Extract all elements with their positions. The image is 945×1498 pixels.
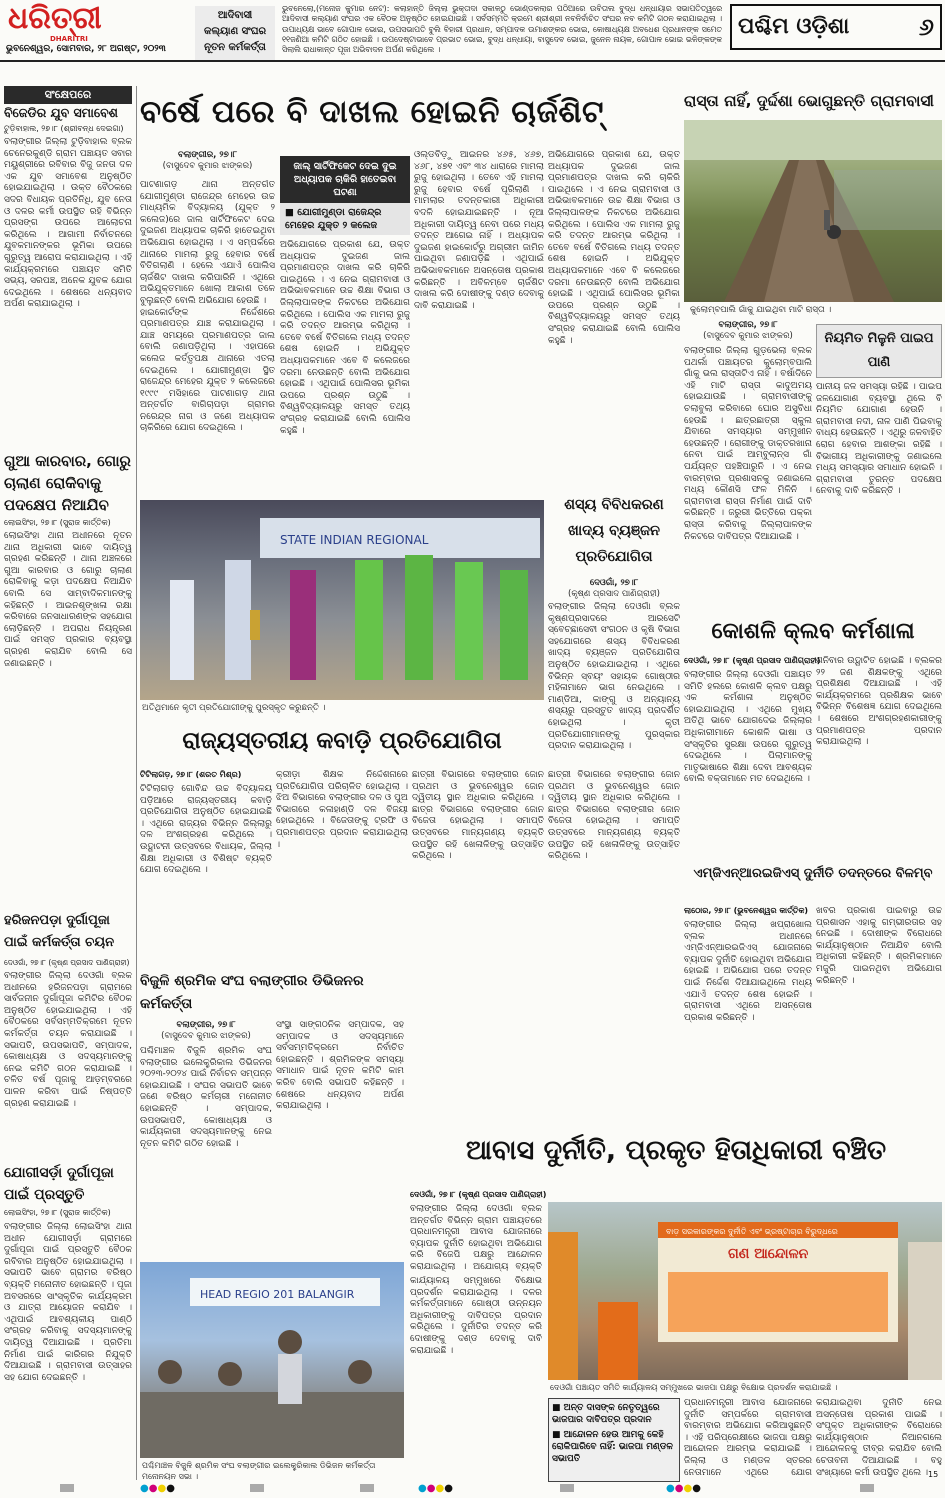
- mgnrega-text-2: ଖବର ପ୍ରକାଶ ପାଇବାରୁ ଉଚ୍ଚ ପ୍ରଶାସନ ଏହାକୁ ଗମ୍ଭୀରତାର ସହ ନେଇଛି । ଦୋଷୀଙ୍କ ବିରୋଧରେ କାର୍ଯ୍ୟାନୁଷ୍ଠାନ ନିଆଯିବ ବୋଲି ଅଧିକାରୀ କହିଛନ୍ତି । ଶ୍ରମିକମାନେ ମଜୁରି ପାଇନଥିବା ଅଭିଯୋଗ କରିଛନ୍ତି ।: [816, 906, 942, 986]
- koshal-text-2: ଶନିବାର ଉଦ୍ଘାଟିତ ହୋଇଛି । ବ୍ଲକର ୨୨ ଜଣ ଶିକ୍ଷକଙ୍କୁ ଏଥିରେ ପ୍ରଶିକ୍ଷଣ ଦିଆଯାଇଛି । ଏହି କାର୍ଯ୍ୟକ୍ରମରେ ପ୍ରଶିକ୍ଷକ ଭାବେ ବିଭିନ୍ନ ବିଶେଷଜ୍ଞ ଯୋଗ ଦେଇଥିଲେ । ଶେଷରେ ଅଂଶଗ୍ରହଣକାରୀଙ୍କୁ ପ୍ରମାଣପତ୍ର ପ୍ରଦାନ କରାଯାଇଥିଲା ।: [816, 656, 942, 748]
- road-byline-reporter: (ବାସୁଦେବ କୁମାର ଝାଙ୍କର): [703, 331, 793, 341]
- water-headline: ନିୟମିତ ମିଳୁନି ପାଇପ ପାଣି: [824, 331, 934, 370]
- road-byline: [684, 320, 812, 342]
- footer-page-number: 15: [928, 1470, 939, 1479]
- color-registration-dots: ●●●●: [418, 1483, 453, 1494]
- lead-box-subtitle: [280, 203, 410, 235]
- side-title-line-2: କଲ୍ୟାଣ ସଂଘର: [203, 26, 267, 37]
- bijuli-banner-text: HEAD REGIO 201 BALANGIR: [200, 1288, 355, 1301]
- awas-photo: [548, 1202, 942, 1380]
- awas-text-1: ବଲାଙ୍ଗୀର ଜିଲ୍ଲା ଦେଓଗାଁ ବ୍ଲକ ଅନ୍ତର୍ଗତ ବିଭିନ୍ନ ଗ୍ରାମ ପଞ୍ଚାୟତରେ ପ୍ରଧାନମନ୍ତ୍ରୀ ଆବାସ ଯୋଜନାରେ ବ୍ୟାପକ ଦୁର୍ନୀତି ହୋଇଥିବା ଅଭିଯୋଗ କରି ବିଜେପି ପକ୍ଷରୁ ଆନ୍ଦୋଳନ କରାଯାଇଥିଲା । ଅଯୋଗ୍ୟ ବ୍ୟକ୍ତି: [410, 1204, 542, 1272]
- side-title-line-1: ଆଦିବାସୀ: [217, 10, 253, 21]
- kabaddi-text-2: କ୍ରୀଡ଼ା ଶିକ୍ଷକ ନିର୍ଦ୍ଦେଶନାରେ ପ୍ରତିଯୋଗିତା ପରିଚାଳିତ ହୋଇଥିଲା । ଝିଅ ବିଭାଗରେ ବଲାଙ୍ଗୀର ଦଳ ଓ ପୁଅ ବିଭାଗରେ କଳାହାଣ୍ଡି ଦଳ ବିଜୟୀ ହୋଇଥିଲେ । ବିଜେତାଙ୍କୁ ଟ୍ରଫି ଓ ପ୍ରମାଣପତ୍ର ପ୍ରଦାନ କରାଯାଇଥିଲା ।: [276, 770, 408, 850]
- food-headline: ଶସ୍ୟ ବିବିଧକରଣ ଖାଦ୍ୟ ବ୍ୟଞ୍ଜନ ପ୍ରତିଯୋଗିତା: [564, 497, 664, 565]
- brief-1-byline: ଟୁଡ଼ିବାହାଲ, ୨୭।୮ (ଶ୍ରୀବନ୍ଧ ଦେଇଗା): [4, 124, 124, 133]
- registration-mark-grey: [60, 1484, 74, 1492]
- lead-col-1: ପାଟଣାଗଡ଼ ଥାନା ଅନ୍ତର୍ଗତ ଯୋଗୀମୁଣ୍ଡା ରାଜେନ୍ଦ୍ର ମେହେର ଉଚ୍ଚ ମାଧ୍ୟମିକ ବିଦ୍ୟାଳୟ (ଯୁକ୍ତ ୨ କଲେଜ)ରେ ଜାଲ ସାର୍ଟିଫିକେଟ ଦେଇ ଦୁଇଜଣ ଅଧ୍ୟାପକ ଚାକିରି ହାତେଇଥିବା ଅଭିଯୋଗ ହୋଇଥିଲା । ଏ ସମ୍ପର୍କରେ ଥାନାରେ ମାମଲା ରୁଜୁ ହେବାର ବର୍ଷେ ବିତିଗଲାଣି । ହେଲେ ଏଯାଏଁ ପୋଲିସ ଚାର୍ଜଶିଟ ଦାଖଲ କରିପାରିନି । ଏଥିରେ ଅଭିଯୁକ୍ତମାନେ ଖୋଲା ଆକାଶ ତଳେ ବୁଲୁଛନ୍ତି ବୋଲି ଅଭିଯୋଗ ହେଉଛି । ହାଇକୋର୍ଟଙ୍କ ନିର୍ଦ୍ଦେଶରେ ପ୍ରମାଣପତ୍ର ଯାଞ୍ଚ କରାଯାଇଥିଲା । ଯାଞ୍ଚ ସମୟରେ ପ୍ରମାଣପତ୍ର ଜାଲ ବୋଲି ଜଣାପଡ଼ିଥିଲା । ଏହାପରେ କଲେଜ କର୍ତ୍ତୃପକ୍ଷ ଥାନାରେ ଏତଲା ଦେଇଥିଲେ । ଯୋଗୀମୁଣ୍ଡା ସ୍ଥିତ ରାଜେନ୍ଦ୍ର ମେହେର ଯୁକ୍ତ ୨ କଲେଜରେ ୧୯୯୯ ମସିହାରେ ପାଟଣାଗଡ଼ ଥାନା ଅନ୍ତର୍ଗତ ବାଗିଚାପଡ଼ା ଗ୍ରାମର ନରେନ୍ଦ୍ର ନାଗ ଓ ଜଣେ ଅଧ୍ୟାପକ ଚାକିରିରେ ଯୋଗ ଦେଇଥିଲେ ।: [140, 180, 275, 434]
- side-title: [195, 6, 275, 60]
- lead-box: [280, 156, 410, 236]
- brief-1-text: ବଲାଙ୍ଗୀର ଜିଲ୍ଲା ଟୁଡ଼ିବାହାଲ ବ୍ଲକ ଚେନେରକୁଣ୍ଡି ଗ୍ରାମ ପଞ୍ଚାୟତ ସବାର ମୟୁଶ୍ରୀରେ ରବିବାର ବିଜୁ ଜନତା ଦଳ ଏକ ଯୁବ ସମାବେଶ ଅନୁଷ୍ଠିତ ହୋଇଯାଇଥିଲା । ଉକ୍ତ ବୈଠକରେ ସଦର ବିଧାୟକ ପ୍ରତିନିଧି, ଯୁବ ନେତା ଓ ଦଳର କର୍ମୀ ଉପସ୍ଥିତ ରହି ବିଭିନ୍ନ ପ୍ରସଙ୍ଗ ଉପରେ ଆଲୋଚନା କରିଥିଲେ । ଆଗାମୀ ନିର୍ବାଚନରେ ଯୁବକମାନଙ୍କର ଭୂମିକା ଉପରେ ଗୁରୁତ୍ୱ ଆରୋପ କରାଯାଇଥିଲା । ଏହି କାର୍ଯ୍ୟକ୍ରମରେ ପଞ୍ଚାୟତ ସମିତି ସଭ୍ୟ, ସରପଞ୍ଚ, ଅନେକ ଯୁବକ ଯୋଗ ଦେଇଥିଲେ । ଶେଷରେ ଧନ୍ୟବାଦ ଅର୍ପଣ କରାଯାଇଥିଲା ।: [4, 137, 132, 310]
- awas-pullquote: [548, 1398, 680, 1482]
- masthead: [0, 0, 945, 88]
- kabaddi-byline: ଟିଟିଲାଗଡ଼, ୨୭।୮ (ଶରତ ମିଶ୍ର): [140, 770, 242, 779]
- kabaddi-text-1: ଟିଟିଲାଗଡ଼ ଗୋବିନ୍ଦ ଉଚ୍ଚ ବିଦ୍ୟାଳୟ ପଡ଼ିଆରେ ରାଜ୍ୟସ୍ତରୀୟ କବାଡ଼ି ପ୍ରତିଯୋଗିତା ଅନୁଷ୍ଠିତ ହୋଇଯାଇଛି । ଏଥିରେ ରାଜ୍ୟର ବିଭିନ୍ନ ଜିଲ୍ଲାରୁ ଦଳ ଅଂଶଗ୍ରହଣ କରିଥିଲେ । ଉଦ୍ଘାଟନୀ ଉତ୍ସବରେ ବିଧାୟକ, ଜିଲ୍ଲା ଶିକ୍ଷା ଅଧିକାରୀ ଓ ବିଶିଷ୍ଟ ବ୍ୟକ୍ତି ଯୋଗ ଦେଇଥିଲେ ।: [140, 784, 272, 876]
- bijuli-headline: ବିଜୁଳି ଶ୍ରମିକ ସଂଘ ବଲାଙ୍ଗୀର ଡିଭିଜନର କର୍ମକର୍ତ୍ତା: [140, 973, 364, 1012]
- square-bullet-icon: ■: [552, 1403, 561, 1413]
- mgnrega-text-1: ବଲାଙ୍ଗୀର ଜିଲ୍ଲା ଖପ୍ରାଖୋଲ ବ୍ଲକ ଅଧୀନରେ ଏମ୍‌ଜିଏନ୍‌ଆରଇଜିଏସ୍ ଯୋଜନାରେ ବ୍ୟାପକ ଦୁର୍ନୀତି ହୋଇଥିବା ଅଭିଯୋଗ ହୋଇଛି । ଅଭିଯୋଗ ପରେ ତଦନ୍ତ ପାଇଁ ନିର୍ଦ୍ଦେଶ ଦିଆଯାଇଥିଲେ ମଧ୍ୟ ଏଯାଏଁ ତଦନ୍ତ ଶେଷ ହୋଇନି । ଗ୍ରାମବାସୀ ଏଥିରେ ଅସନ୍ତୋଷ ପ୍ରକାଶ କରିଛନ୍ତି ।: [684, 920, 812, 1023]
- awas-byline: ଦେଓଗାଁ, ୨୭।୮ (କୃଷ୍ଣ ପ୍ରସାଦ ପାଣିଗ୍ରାହୀ): [410, 1190, 547, 1199]
- brief-2-byline: ଲୋଇସିଂହା, ୨୭।୮ (ସୁରାଜ କାର୍ତ୍ତିକ): [4, 518, 111, 527]
- lead-headline: ବର୍ଷେ ପରେ ବି ଦାଖଲ ହୋଇନି ଚାର୍ଜଶିଟ୍‌: [140, 94, 604, 130]
- lead-byline: [140, 150, 275, 172]
- road-photo: [684, 120, 942, 302]
- color-registration-dots: ●●●●: [666, 1483, 701, 1494]
- bijuli-photo: [140, 1262, 404, 1458]
- road-byline-place: ବଲାଙ୍ଗୀର, ୨୭।୮: [718, 320, 778, 330]
- page-number: ୬: [918, 13, 934, 41]
- awas-point-1: [552, 1402, 676, 1426]
- awas-point-2-text: ଆନ୍ଦୋଳନ ହେଉ ଆମକୁ କେହି ରୋକିପାରିବେ ନାହିଁ: ଭାଜପା ମଣ୍ଡଳ ସଭାପତି: [552, 1430, 673, 1464]
- sankhepare-label: ସଂକ୍ଷେପରେ: [4, 86, 132, 104]
- mgnrega-headline: ଏମ୍‌ଜିଏନ୍‌ଆରଇଜିଏସ୍ ଦୁର୍ନୀତି ତଦନ୍ତରେ ବିଳମ୍ବ: [693, 866, 933, 881]
- bijuli-byline: [140, 1020, 272, 1042]
- section-title: ପଶ୍ଚିମ ଓଡ଼ିଶା: [738, 14, 850, 39]
- lead-box-subtitle-text: ଯୋଗୀମୁଣ୍ଡା ରାଜେନ୍ଦ୍ର ମେହେର ଯୁକ୍ତ ୨ କଲେଜ: [285, 207, 382, 231]
- brief-1-headline: ବିଜେଡିର ଯୁବ ସମାବେଶ: [4, 105, 118, 120]
- awas-point-2: [552, 1429, 676, 1465]
- koshal-text-1: ବଲାଙ୍ଗୀର ଜିଲ୍ଲା ଦେଓଗାଁ ପଞ୍ଚାୟତ ସମିତି ହଲରେ କୋଶଳି କ୍ଲବ ପକ୍ଷରୁ ଏକ କର୍ମଶାଳା ଅନୁଷ୍ଠିତ ହୋଇଯାଇଥିଲା । ଏଥିରେ ମୁଖ୍ୟ ଅତିଥି ଭାବେ ଯୋଗଦେଇ ଜିଲ୍ଲାର ଅଧିକାରୀମାନେ କୋଶଳି ଭାଷା ଓ ସଂସ୍କୃତିର ସୁରକ୍ଷା ଉପରେ ଗୁରୁତ୍ୱ ଦେଇଥିଲେ । ପିଲାମାନଙ୍କୁ ମାତୃଭାଷାରେ ଶିକ୍ଷା ଦେବା ଆବଶ୍ୟକ ବୋଲି ବକ୍ତାମାନେ ମତ ଦେଇଥିଲେ ।: [684, 670, 812, 785]
- road-text: ବଲାଙ୍ଗୀର ଜିଲ୍ଲା ଗୁଡ଼ଭେଲା ବ୍ଲକ ପଥର୍ଲା ପଞ୍ଚାୟତର କୁଲୋମ୍ବପାଲି ଗାଁକୁ ଭଲ ରାସ୍ତାଟିଏ ନାହିଁ । ବର୍ଷାଦିନେ ଏହି ମାଟି ରାସ୍ତା କାଦୁଅମୟ ହୋଇଯାଉଛି । ଗ୍ରାମବାସୀଙ୍କୁ ଚଲାବୁଲା କରିବାରେ ଘୋର ଅସୁବିଧା ହେଉଛି । ଛାତ୍ରଛାତ୍ରୀ ସ୍କୁଲ ଯିବାରେ ସମସ୍ୟାର ସମ୍ମୁଖୀନ ହେଉଛନ୍ତି । ରୋଗୀଙ୍କୁ ଡାକ୍ତରଖାନା ନେବା ପାଇଁ ଆମ୍ବୁଲାନ୍ସ ଗାଁ ପର୍ଯ୍ୟନ୍ତ ପହଞ୍ଚିପାରୁନି । ଏ ନେଇ ବାରମ୍ବାର ପ୍ରଶାସନକୁ ଜଣାଇଲେ ମଧ୍ୟ କୌଣସି ଫଳ ମିଳିନି । ଗ୍ରାମବାସୀ ରାସ୍ତା ନିର୍ମାଣ ପାଇଁ ଦାବି କରିଛନ୍ତି । ଜରୁରୀ ଭିତ୍ତିରେ ପକ୍କା ରାସ୍ତା କରିବାକୁ ଜିଲ୍ଲାପାଳଙ୍କ ନିକଟରେ ଦାବିପତ୍ର ଦିଆଯାଇଛି ।: [684, 346, 812, 542]
- food-byline: [548, 578, 680, 600]
- lead-col-2: ଅଭିଯୋଗରେ ପ୍ରକାଶ ଯେ, ଉକ୍ତ ଅଧ୍ୟାପକ ଦୁଇଜଣ ଜାଲ ପ୍ରମାଣପତ୍ର ଦାଖଲ କରି ଚାକିରି ପାଇଥିଲେ । ଏ ନେଇ ଗ୍ରାମବାସୀ ଓ ଅଭିଭାବକମାନେ ଉଚ୍ଚ ଶିକ୍ଷା ବିଭାଗ ଓ ଜିଲ୍ଲାପାଳଙ୍କ ନିକଟରେ ଅଭିଯୋଗ କରିଥିଲେ । ପୋଲିସ ଏକ ମାମଲା ରୁଜୁ କରି ତଦନ୍ତ ଆରମ୍ଭ କରିଥିଲା । ତେବେ ବର୍ଷେ ବିତିଗଲେ ମଧ୍ୟ ତଦନ୍ତ ଶେଷ ହୋଇନି । ଅଭିଯୁକ୍ତ ଅଧ୍ୟାପକମାନେ ଏବେ ବି କଲେଜରେ ଦରମା ନେଉଛନ୍ତି ବୋଲି ଅଭିଯୋଗ ହୋଇଛି । ଏଥିପାଇଁ ପୋଲିସର ଭୂମିକା ଉପରେ ପ୍ରଶ୍ନ ଉଠୁଛି । ବିଶ୍ୱବିଦ୍ୟାଳୟରୁ ସମସ୍ତ ତଥ୍ୟ ସଂଗ୍ରହ କରାଯାଇଛି ବୋଲି ପୋଲିସ କହୁଛି ।: [280, 240, 410, 436]
- lead-col-4: ଅଭିଯୋଗରେ ପ୍ରକାଶ ଯେ, ଉକ୍ତ ଅଧ୍ୟାପକ ଦୁଇଜଣ ଜାଲ ପ୍ରମାଣପତ୍ର ଦାଖଲ କରି ଚାକିରି ପାଇଥିଲେ । ଏ ନେଇ ଗ୍ରାମବାସୀ ଓ ଅଭିଭାବକମାନେ ଉଚ୍ଚ ଶିକ୍ଷା ବିଭାଗ ଓ ଜିଲ୍ଲାପାଳଙ୍କ ନିକଟରେ ଅଭିଯୋଗ କରିଥିଲେ । ପୋଲିସ ଏକ ମାମଲା ରୁଜୁ କରି ତଦନ୍ତ ଆରମ୍ଭ କରିଥିଲା । ତେବେ ବର୍ଷେ ବିତିଗଲେ ମଧ୍ୟ ତଦନ୍ତ ଶେଷ ହୋଇନି । ଅଭିଯୁକ୍ତ ଅଧ୍ୟାପକମାନେ ଏବେ ବି କଲେଜରେ ଦରମା ନେଉଛନ୍ତି ବୋଲି ଅଭିଯୋଗ ହୋଇଛି । ଏଥିପାଇଁ ପୋଲିସର ଭୂମିକା ଉପରେ ପ୍ରଶ୍ନ ଉଠୁଛି । ବିଶ୍ୱବିଦ୍ୟାଳୟରୁ ସମସ୍ତ ତଥ୍ୟ ସଂଗ୍ରହ କରାଯାଇଛି ବୋଲି ପୋଲିସ କହୁଛି ।: [548, 150, 680, 346]
- lead-byline-place: ବଲାଙ୍ଗୀର, ୨୭।୮: [177, 150, 238, 160]
- brief-2-text: ଲୋଇସିଂହା ଥାନା ଅଧୀନରେ ନୂତନ ଥାନା ଅଧିକାରୀ ଭାବେ ଦାୟିତ୍ୱ ଗ୍ରହଣ କରିଛନ୍ତି । ଥାନା ଅଞ୍ଚଳରେ ଗୁଆ କାରବାର ଓ ଗୋରୁ ଚାଲାଣ ରୋକିବାକୁ କଡ଼ା ପଦକ୍ଷେପ ନିଆଯିବ ବୋଲି ସେ ସାମ୍ବାଦିକମାନଙ୍କୁ କହିଛନ୍ତି । ଆଇନଶୃଙ୍ଖଳା ରକ୍ଷା କରିବାରେ ଜନସାଧାରଣଙ୍କ ସହଯୋଗ ଲୋଡ଼ିଛନ୍ତି । ଅପରାଧ ନିୟନ୍ତ୍ରଣ ପାଇଁ ସମସ୍ତ ପ୍ରକାର ବ୍ୟବସ୍ଥା ଗ୍ରହଣ କରାଯିବ ବୋଲି ସେ ଜଣାଇଛନ୍ତି ।: [4, 531, 132, 669]
- bijuli-text-1: ପଶ୍ଚିମାଞ୍ଚଳ ବିଜୁଳି ଶ୍ରମିକ ସଂଘ ବଲାଙ୍ଗୀର ଇଲେକ୍ଟ୍ରିକାଲ ଡିଭିଜନର ୨୦୨୩-୨୦୨୪ ପାଇଁ ନିର୍ବାଚନ ସମ୍ପନ୍ନ ହୋଇଯାଇଛି । ସଂଘର ସଭାପତି ଭାବେ ଜଣେ ବରିଷ୍ଠ କର୍ମଚାରୀ ମନୋନୀତ ହୋଇଛନ୍ତି । ସମ୍ପାଦକ, ଉପସଭାପତି, କୋଷାଧ୍ୟକ୍ଷ ଓ କାର୍ଯ୍ୟକାରୀ ସଦସ୍ୟମାନଙ୍କୁ ନେଇ ନୂତନ କମିଟି ଗଠିତ ହୋଇଛି ।: [140, 1046, 272, 1149]
- dateline: ଭୁବନେଶ୍ୱର, ସୋମବାର, ୨୮ ଅଗଷ୍ଟ, ୨୦୨୩: [6, 44, 166, 54]
- bijuli-byline-place: ବଲାଙ୍ଗୀର, ୨୭।୮: [176, 1020, 236, 1030]
- kabaddi-text-3: ଛାତ୍ରୀ ବିଭାଗରେ ବଲାଙ୍ଗୀର ଜୋନ ପ୍ରଥମ ଓ ଭୁବନେଶ୍ୱର ଜୋନ ଦ୍ୱିତୀୟ ସ୍ଥାନ ଅଧିକାର କରିଥିଲେ । ଛାତ୍ର ବିଭାଗରେ ବଲାଙ୍ଗୀର ଜୋନ ବିଜେତା ହୋଇଥିଲା । ସମାପ୍ତି ଉତ୍ସବରେ ମାନ୍ୟଗଣ୍ୟ ବ୍ୟକ୍ତି ଉପସ୍ଥିତ ରହି ଖେଳାଳିଙ୍କୁ ଉତ୍ସାହିତ କରିଥିଲେ ।: [412, 770, 544, 862]
- square-bullet-icon: ■: [285, 207, 294, 218]
- color-registration-dots: ●●●●: [140, 1483, 175, 1494]
- brief-4-text: ବଲାଙ୍ଗୀର ଜିଲ୍ଲା ଲୋଇସିଂହା ଥାନା ଅଧୀନ ଯୋଗୀସର୍ଡ଼ା ଗ୍ରାମରେ ଦୁର୍ଗାପୂଜା ପାଇଁ ପ୍ରସ୍ତୁତି ବୈଠକ ରବିବାର ଅନୁଷ୍ଠିତ ହୋଇଯାଇଥିଲା । ସଭାପତି ଭାବେ ଗ୍ରାମର ବରିଷ୍ଠ ବ୍ୟକ୍ତି ମନୋନୀତ ହୋଇଛନ୍ତି । ପୂଜା ଅବସରରେ ସାଂସ୍କୃତିକ କାର୍ଯ୍ୟକ୍ରମ ଓ ଯାତ୍ରା ଆୟୋଜନ କରାଯିବ । ଏଥିପାଇଁ ଆବଶ୍ୟକୀୟ ପାଣ୍ଠି ସଂଗ୍ରହ କରିବାକୁ ସଦସ୍ୟମାନଙ୍କୁ ଦାୟିତ୍ୱ ଦିଆଯାଇଛି । ପ୍ରତିମା ନିର୍ମାଣ ପାଇଁ କାରିଗର ନିଯୁକ୍ତି ଦିଆଯାଇଛି । ଗ୍ରାମବାସୀ ଉତ୍ସାହର ସହ ଯୋଗ ଦେଇଛନ୍ତି ।: [4, 1222, 132, 1383]
- logo: ଧରିତ୍ରୀ: [8, 2, 102, 36]
- food-byline-reporter: (କୃଷ୍ଣ ପ୍ରସାଦ ପାଣିଗ୍ରାହୀ): [568, 589, 660, 599]
- bijuli-byline-reporter: (ବାସୁଦେବ କୁମାର ଝାଙ୍କର): [161, 1031, 251, 1041]
- registration-mark-grey: [250, 1484, 264, 1492]
- kabaddi-headline: ରାଜ୍ୟସ୍ତରୀୟ କବାଡ଼ି ପ୍ରତିଯୋଗିତା: [182, 728, 502, 754]
- brief-3-byline: ଦେଓଗାଁ, ୨୭।୮ (କୃଷ୍ଣ ପ୍ରସାଦ ପାଣିଗ୍ରାହୀ): [4, 958, 130, 967]
- awas-banner-top-text: ବାଡ଼ ସରକାରଙ୍କର ଦୁର୍ନୀତି ଏବଂ ଭ୍ରଷ୍ଟାଚାର ବିରୁଦ୍ଧରେ: [666, 1227, 838, 1236]
- kabaddi-text-4: ଛାତ୍ରୀ ବିଭାଗରେ ବଲାଙ୍ଗୀର ଜୋନ ପ୍ରଥମ ଓ ଭୁବନେଶ୍ୱର ଜୋନ ଦ୍ୱିତୀୟ ସ୍ଥାନ ଅଧିକାର କରିଥିଲେ । ଛାତ୍ର ବିଭାଗରେ ବଲାଙ୍ଗୀର ଜୋନ ବିଜେତା ହୋଇଥିଲା । ସମାପ୍ତି ଉତ୍ସବରେ ମାନ୍ୟଗଣ୍ୟ ବ୍ୟକ୍ତି ଉପସ୍ଥିତ ରହି ଖେଳାଳିଙ୍କୁ ଉତ୍ସାହିତ କରିଥିଲେ ।: [548, 770, 680, 862]
- logo-subtitle: DHARITRI: [50, 35, 88, 43]
- lead-byline-reporter: (ବାସୁଦେବ କୁମାର ଝାଙ୍କର): [162, 161, 253, 171]
- road-photo-caption: କୁଲୋମ୍ବପାଲି ଗାଁକୁ ଯାଇଥିବା ମାଟି ରାସ୍ତା ।: [690, 305, 832, 315]
- water-headline-box: [816, 324, 942, 378]
- awas-point-1-text: ଅନ୍ତ ଦାସଙ୍କ ନେତୃତ୍ୱରେ ଭାଜପାର ଦାବିପତ୍ର ପ୍ରଦାନ: [552, 1403, 660, 1425]
- section-box: [730, 4, 942, 50]
- bijuli-photo-illustration: [140, 1262, 404, 1458]
- kabaddi-banner-text: STATE INDIAN REGIONAL: [280, 533, 429, 547]
- brief-4-byline: ଲୋଇସିଂହା, ୨୭।୮ (ସୁରାଜ କାର୍ତ୍ତିକ): [4, 1208, 111, 1217]
- awas-text-4: କରାଯାଇଥିବା ଦୁର୍ନୀତି ନେଇ ଅସନ୍ତୋଷ ପ୍ରକାଶ ପାଇଛି । ସଂପୃକ୍ତ ଅଧିକାରୀଙ୍କ ବିରୋଧରେ କାର୍ଯ୍ୟାନୁଷ୍ଠାନ ନିଆନଗଲେ ଆନ୍ଦୋଳନକୁ ତୀବ୍ର କରାଯିବ ବୋଲି ଚେତାବନୀ ଦିଆଯାଇଛି । ବହୁ ସଂଖ୍ୟାରେ କର୍ମୀ ଉପସ୍ଥିତ ଥିଲେ ।: [816, 1398, 942, 1478]
- kabaddi-photo: [140, 500, 544, 700]
- registration-mark-grey: [560, 1484, 574, 1492]
- masthead-rule: [0, 60, 945, 62]
- side-title-line-3: ନୂତନ କର୍ମକର୍ତ୍ତା: [204, 42, 266, 53]
- awas-text-2: କାର୍ଯ୍ୟାଳୟ ସମ୍ମୁଖରେ ବିକ୍ଷୋଭ ପ୍ରଦର୍ଶନ କରାଯାଇଥିଲା । ଦଳର କର୍ମକର୍ତ୍ତାମାନେ ଗୋଷ୍ଠୀ ଉନ୍ନୟନ ଅଧିକାରୀଙ୍କୁ ଦାବିପତ୍ର ପ୍ରଦାନ କରିଥିଲେ । ଦୁର୍ନୀତିର ତଦନ୍ତ କରି ଦୋଷୀଙ୍କୁ ଦଣ୍ଡ ଦେବାକୁ ଦାବି କରାଯାଇଛି ।: [410, 1276, 542, 1356]
- bijuli-photo-caption: ପଶ୍ଚିମାଞ୍ଚଳ ବିଜୁଳି ଶ୍ରମିକ ସଂଘ ବଲାଙ୍ଗୀର ଇଲେକ୍ଟ୍ରିକାଲ ଡିଭିଜନ କର୍ମକର୍ତ୍ତା ମନୋନୟନ ସଭା ।: [142, 1461, 376, 1480]
- bijuli-text-2: ସଂସ୍ଥା ସାଙ୍ଗଠନିକ ସମ୍ପାଦକ, ସହ ସମ୍ପାଦକ ଓ ସଦସ୍ୟମାନେ ସର୍ବସମ୍ମତିକ୍ରମେ ନିର୍ବାଚିତ ହୋଇଛନ୍ତି । ଶ୍ରମିକଙ୍କ ସମସ୍ୟା ସମାଧାନ ପାଇଁ ନୂତନ କମିଟି କାମ କରିବ ବୋଲି ସଭାପତି କହିଛନ୍ତି । ଶେଷରେ ଧନ୍ୟବାଦ ଅର୍ପଣ କରାଯାଇଥିଲା ।: [276, 1020, 404, 1112]
- lead-col-3: ଓଲ୍ଡବିଡ଼ୁ ଆଇନର ୪୬୫, ୪୬୭, ୪୬୮, ୪୭୧ ଏବଂ ୩୪ ଧାରାରେ ମାମଲା ରୁଜୁ ହୋଇଥିଲା । ତେବେ ଏହି ମାମଲା ରୁଜୁ ହେବାର ବର୍ଷେ ପୂରିଲାଣି । ମାମଲାର ତଦନ୍ତକାରୀ ଅଧିକାରୀ ବଦଳି ହୋଇଯାଇଛନ୍ତି । ନୂଆ ଅଧିକାରୀ ଦାୟିତ୍ୱ ନେବା ପରେ ମଧ୍ୟ ତଦନ୍ତ ଆଗେଇ ନାହିଁ । ଅଧ୍ୟାପକ ଦୁଇଜଣ ହାଇକୋର୍ଟରୁ ଅଗ୍ରୀମ ଜାମିନ ପାଇଥିବା ଜଣାପଡ଼ିଛି । ଏଥିପାଇଁ ଅଭିଭାବକମାନେ ଅସନ୍ତୋଷ ପ୍ରକାଶ କରିଛନ୍ତି । ଅବିଳମ୍ବେ ଚାର୍ଜଶିଟ ଦାଖଲ କରି ଦୋଷୀଙ୍କୁ ଦଣ୍ଡ ଦେବାକୁ ଦାବି କରାଯାଇଛି ।: [414, 150, 544, 311]
- brief-3-headline: ହରିଜନପଡ଼ା ଦୁର୍ଗାପୂଜା ପାଇଁ କର୍ମକର୍ତ୍ତା ଚୟନ: [4, 913, 115, 950]
- side-article-text: ଭୁବନେଲୋ,(ମନୋଜ କୁମାର ନେଟ): କଲାହାନ୍ତି ଜିଲ୍ଲା ଭୁକ୍ତାଦା ସକାଳଠୁ ଭୋଣ୍ଡକଲାର ପଠିଆରେ ଉବିତାଲ ବୁଦ୍ଧ ଧନ୍ଧାୟାର ସଭାପତିତ୍ୱରେ ଆଦିବାସୀ କଲ୍ୟାଣ ସଂଘର ଏକ ବୈଠକ ଅନୁଷ୍ଠିତ ହୋଇଯାଇଛି । ସର୍ବସମ୍ମତି କ୍ରମେ ଶ୍ରୀଶ୍ରୀ ନବନିର୍ବାଚିତ ସଂଘର ନବ କମିଟି ଗଠନ କରାଯାଇଥିଲା । ଉପାଧ୍ୟକ୍ଷ ଭାବେ ଗୋପାଳ ଭୋଇ, ଉପସଭାପତି ବୁଲି ବିହାରୀ ପ୍ରଧାନ, ସମ୍ପାଦକ ଉମାଶଙ୍କର ଭୋଇ, କୋଷାଧ୍ୟକ୍ଷ ଅବଧେଶ ପ୍ରଧାନଙ୍କ ସମେତ ୧୧ଜଣିଆ କମିଟି ଗଠିତ ହୋଇଛି । ଉପଦେଷ୍ଟାଭାବେ ପ୍ରଭାତ ଭୋଇ, ବୁଦ୍ଧ ଧନ୍ଧାୟା, ବାସୁଦେବ ଭୋଇ, ଜୁନେନ ନାୟକ, ଗୋପାଳ ଭୋଇ ଭଳିଙ୍କଙ୍କ ସିଲାଲି ରାଧାକାନ୍ତ ପୂଜା ଅଭିବାଦନ ଅର୍ପଣ କରିଥିଲେ ।: [282, 4, 722, 55]
- lead-box-title: ଜାଲ୍ ସାର୍ଟିଫିକେଟ ଦେଇ ଦୁଇ ଅଧ୍ୟାପକ ଚାକିରି ହାତେଇବା ଘଟଣା: [280, 156, 410, 203]
- road-headline: ରାସ୍ତା ନାହିଁ, ଦୁର୍ଦ୍ଦଶା ଭୋଗୁଛନ୍ତି ଗ୍ରାମବାସୀ: [684, 92, 934, 110]
- food-text: ବଲାଙ୍ଗୀର ଜିଲ୍ଲା ଦେଓଗାଁ ବ୍ଲକ କୃଷ୍ଣପ୍ରସାଦରେ ଆରସେଟି ସ୍ବେଚ୍ଛାସେବୀ ସଂଗଠନ ଓ କୃଷି ବିଭାଗ ସହଯୋଗରେ ଶସ୍ୟ ବିବିଧକରଣ ଖାଦ୍ୟ ବ୍ୟଞ୍ଜନ ପ୍ରତିଯୋଗିତା ଅନୁଷ୍ଠିତ ହୋଇଯାଇଥିଲା । ଏଥିରେ ବିଭିନ୍ନ ସ୍ବୟଂ ସହାୟକ ଗୋଷ୍ଠୀର ମହିଳାମାନେ ଭାଗ ନେଇଥିଲେ । ମାଣ୍ଡିଆ, କାଙ୍ଗୁ ଓ ଅନ୍ୟାନ୍ୟ ଶସ୍ୟରୁ ପ୍ରସ୍ତୁତ ଖାଦ୍ୟ ପ୍ରଦର୍ଶିତ ହୋଇଥିଲା । କୃତୀ ପ୍ରତିଯୋଗୀମାନଙ୍କୁ ପୁରସ୍କାର ପ୍ରଦାନ କରାଯାଇଥିଲା ।: [548, 602, 680, 752]
- mgnrega-byline: ଲାଠୋର, ୨୭।୮ (ଭୁବନେଶ୍ୱର କାର୍ତ୍ତିକ): [684, 906, 809, 915]
- koshal-byline: ଦେଓଗାଁ, ୨୭।୮ (କୃଷ୍ଣ ପ୍ରସାଦ ପାଣିଗ୍ରାହୀ): [684, 656, 821, 665]
- food-byline-place: ଦେଓଗାଁ, ୨୭।୮: [589, 578, 639, 588]
- brief-4-headline: ଯୋଗୀସର୍ଡ଼ା ଦୁର୍ଗାପୂଜା ପାଇଁ ପ୍ରସ୍ତୁତି: [4, 1165, 114, 1203]
- awas-text-3: ପ୍ରଧାନମନ୍ତ୍ରୀ ଆବାସ ଯୋଜନାରେ ଦୁର୍ନୀତି ସମ୍ପର୍କରେ ଗ୍ରାମବାସୀ ବାରମ୍ବାର ଅଭିଯୋଗ କରିଆସୁଛନ୍ତି । ଏହି ପରିପ୍ରେକ୍ଷୀରେ ଭାଜପା ପକ୍ଷରୁ ଆନ୍ଦୋଳନ ଆରମ୍ଭ କରାଯାଇଛି । ଜିଲ୍ଲା ଓ ମଣ୍ଡଳ ସ୍ତରର ନେତାମାନେ ଏଥିରେ ଯୋଗ: [684, 1398, 812, 1478]
- awas-photo-illustration: [548, 1202, 942, 1380]
- left-column-divider: [136, 86, 137, 1480]
- square-bullet-icon: ■: [552, 1430, 561, 1440]
- road-photo-illustration: [684, 120, 942, 302]
- koshal-headline: କୋଶଳି କ୍ଲବ କର୍ମଶାଳା: [711, 619, 915, 644]
- awas-photo-caption: ଦେଓଗାଁ ପଞ୍ଚାୟତ ସମିତି କାର୍ଯ୍ୟାଳୟ ସମ୍ମୁଖରେ ଭାଜପା ପକ୍ଷରୁ ବିକ୍ଷୋଭ ପ୍ରଦର୍ଶନ କରାଯାଇଛି ।: [550, 1383, 838, 1392]
- kabaddi-photo-caption: ଅତିଥିମାନେ କୃତୀ ପ୍ରତିଯୋଗୀଙ୍କୁ ପୁରସ୍କୃତ କରୁଛନ୍ତି ।: [142, 703, 326, 713]
- registration-mark-grey: [860, 1484, 874, 1492]
- registration-mark-grey: [360, 1484, 374, 1492]
- awas-headline: ଆବାସ ଦୁର୍ନୀତି, ପ୍ରକୃତ ହିତାଧିକାରୀ ବଞ୍ଚିତ: [465, 1135, 887, 1166]
- water-text: ପାନୀୟ ଜଳ ସମସ୍ୟା ରହିଛି । ପାଇପ ଜଳଯୋଗାଣ ବ୍ୟବସ୍ଥା ଥିଲେ ବି ନିୟମିତ ଯୋଗାଣ ହେଉନି । ଗ୍ରାମବାସୀ ନଦୀ, ନାଳ ପାଣି ପିଇବାକୁ ବାଧ୍ୟ ହେଉଛନ୍ତି । ଏଥିରୁ ଜଳବାହିତ ରୋଗ ହେବାର ଆଶଙ୍କା ରହିଛି । ବିଭାଗୀୟ ଅଧିକାରୀଙ୍କୁ ଜଣାଇଲେ ମଧ୍ୟ ସମସ୍ୟାର ସମାଧାନ ହୋଇନି । ଗ୍ରାମବାସୀ ତୁରନ୍ତ ପଦକ୍ଷେପ ନେବାକୁ ଦାବି କରିଛନ୍ତି ।: [816, 382, 942, 497]
- kabaddi-photo-illustration: [140, 500, 544, 700]
- brief-3-text: ବଲାଙ୍ଗୀର ଜିଲ୍ଲା ଦେଓଗାଁ ବ୍ଲକ ଅଧୀନରେ ହରିଜନପଡ଼ା ଗ୍ରାମରେ ସାର୍ବଜନୀନ ଦୁର୍ଗାପୂଜା କମିଟିର ବୈଠକ ଅନୁଷ୍ଠିତ ହୋଇଯାଇଥିଲା । ଏହି ବୈଠକରେ ସର୍ବସମ୍ମତିକ୍ରମେ ନୂତନ କର୍ମକର୍ତ୍ତା ଚୟନ କରାଯାଇଛି । ସଭାପତି, ଉପସଭାପତି, ସମ୍ପାଦକ, କୋଷାଧ୍ୟକ୍ଷ ଓ ସଦସ୍ୟମାନଙ୍କୁ ନେଇ କମିଟି ଗଠନ କରାଯାଇଛି । ଚଳିତ ବର୍ଷ ପୂଜାକୁ ଆଡ଼ମ୍ବରରେ ପାଳନ କରିବା ପାଇଁ ନିଷ୍ପତ୍ତି ଗ୍ରହଣ କରାଯାଇଛି ।: [4, 971, 132, 1109]
- awas-banner-main-text: ଗଣ ଆନ୍ଦୋଳନ: [728, 1246, 809, 1262]
- brief-2-headline: ଗୁଆ କାରବାର, ଗୋରୁ ଚାଲାଣ ରୋକିବାକୁ ପଦକ୍ଷେପ ନିଆଯିବ: [4, 452, 131, 514]
